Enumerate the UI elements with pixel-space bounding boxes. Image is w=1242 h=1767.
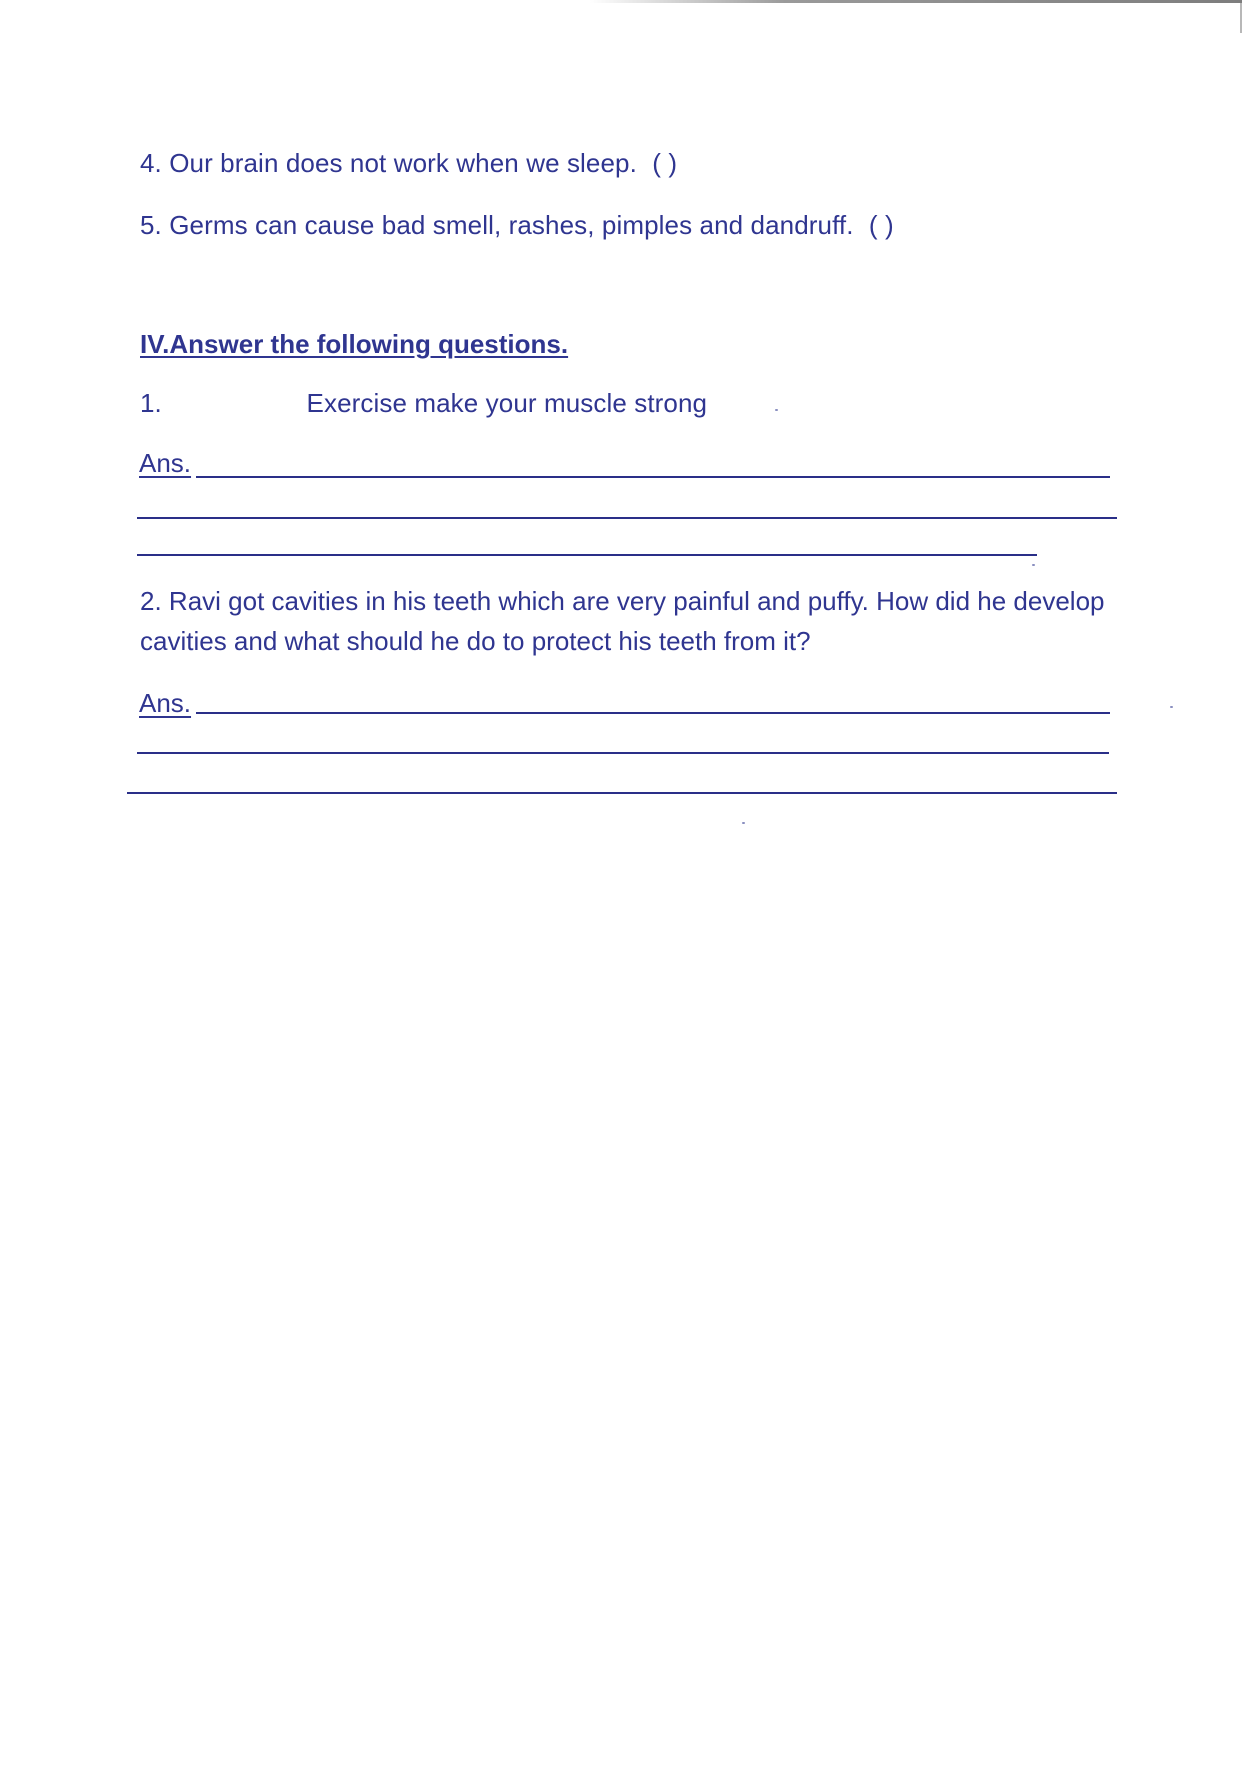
statement-4 — [140, 148, 677, 179]
scan-speck — [1032, 564, 1035, 566]
answer-line-2b[interactable] — [137, 752, 1109, 754]
scan-speck — [1170, 706, 1173, 708]
statement-text: Our brain does not work when we sleep. — [169, 148, 637, 178]
answer-line-2c[interactable] — [127, 792, 1117, 794]
answer-line-1a[interactable] — [196, 476, 1110, 478]
answer-line-1b[interactable] — [137, 517, 1117, 519]
question-2 — [140, 581, 1130, 661]
answer-line-2a[interactable] — [196, 712, 1110, 714]
section-heading: IV.Answer the following questions. — [140, 329, 569, 359]
question-text: Ravi got cavities in his teeth which are very painful and puffy. How did he develop cavities and what should he do to protect his teeth from it? — [140, 586, 1105, 656]
statement-number: 5. — [140, 210, 162, 240]
question-number: 2. — [140, 586, 162, 616]
answer-label-2: Ans. — [139, 688, 192, 718]
statement-text: Germs can cause bad smell, rashes, pimples and dandruff. — [169, 210, 854, 240]
question-1 — [140, 388, 707, 419]
question-number: 1. — [140, 388, 162, 418]
question-text: Exercise make your muscle strong — [306, 388, 708, 418]
answer-label-1: Ans. — [139, 448, 192, 478]
statement-number: 4. — [140, 148, 162, 178]
answer-line-1c[interactable] — [137, 554, 1037, 556]
statement-5 — [140, 210, 894, 241]
answer-brackets[interactable]: ( ) — [652, 148, 678, 178]
answer-brackets[interactable]: ( ) — [868, 210, 894, 240]
scan-speck — [775, 409, 778, 411]
scan-speck — [742, 822, 745, 824]
